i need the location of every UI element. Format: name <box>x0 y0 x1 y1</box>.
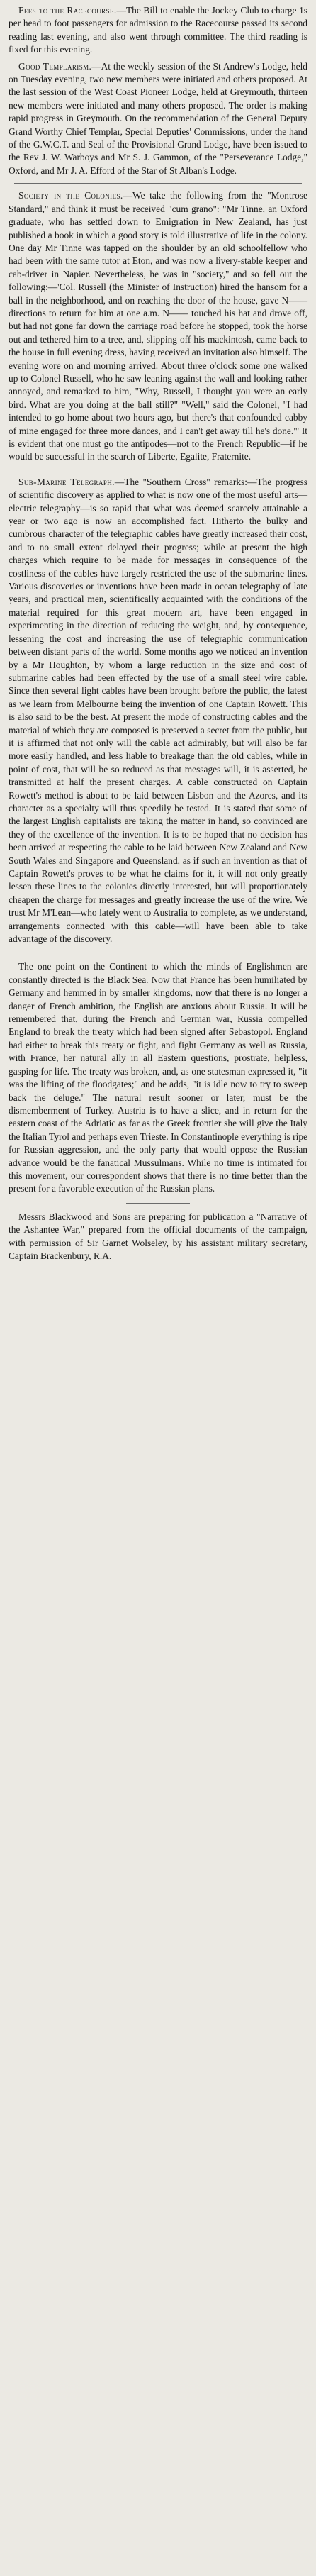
article-society-colonies <box>9 189 307 464</box>
article-heading: Fees to the Racecourse. <box>18 5 117 16</box>
article-heading: Sub-Marine Telegraph. <box>18 476 115 487</box>
article-body: Messrs Blackwood and Sons are preparing for publication a "Narrative of the Ashantee War," prepared from the official documents of the campaign, with permission of Sir Garnet Wolseley, by his assistant military secretary, Captain Brackenbury, R.A. <box>9 1211 307 1261</box>
article-good-templarism <box>9 60 307 178</box>
article-black-sea <box>9 960 307 1195</box>
article-body: —The Bill to enable the Jockey Club to charge 1s per head to foot passengers for admission to the Racecourse passed its second reading last evening, and also went through committee. The third reading is fixed for this evening. <box>9 5 307 55</box>
article-body: The one point on the Continent to which the minds of Englishmen are constantly directed is the Black Sea. Now that France has been humiliated by Germany and hemmed in by smaller kingdoms, now that there is no longer a danger of French ambition, the English are anxious about Russia. It will be remembered that, during the French and German war, Russia compelled England to break the treaty which had been signed after Sebastopol. England had either to break this treaty or fight, and fight Germany as well as Russia, with France, her natural ally in all Eastern questions, prostrate, helpless, gasping for life. The treaty was broken, and, as one statesman expressed it, "it was the lifting of the floodgates;" and he adds, "it is idle now to try to sweep back the deluge." The natural result sooner or later, must be the dismemberment of Turkey. Austria is to have a slice, and in return for the eastern coast of the Adriatic as far as the Greek frontier she will give the Italy the Italian Tyrol and perhaps even Trieste. In Constantinople everything is ripe for Russian aggression, and the only party that would oppose the Russian advance would be the fanatical Mussulmans. While no time is intimated for this movement, our correspondent shows that there is no time better than the present for a favorable execution of the Russian plans. <box>9 961 307 1194</box>
article-body: —At the weekly session of the St Andrew's Lodge, held on Tuesday evening, two new members were initiated and others proposed. At the last session of the West Coast Pioneer Lodge, held at Greymouth, thirteen new members were initiated and many others proposed. The order is making rapid progress in Greymouth. On the recommendation of the General Deputy Grand Worthy Chief Templar, Special Deputies' Commissions, under the hand of the G.W.C.T. and Seal of the Provisional Grand Lodge, have been issued to the Rev J. W. Warboys and Mr S. J. Gammon, of the "Perseverance Lodge," Oxford, and Mr J. A. Efford of the Star of St Alban's Lodge. <box>9 60 307 176</box>
column-rule <box>14 183 302 184</box>
article-heading: Society in the Colonies. <box>18 190 123 201</box>
article-ashantee-war <box>9 1211 307 1263</box>
article-submarine-telegraph <box>9 476 307 946</box>
article-racecourse-fees <box>9 4 307 57</box>
article-body: —The "Southern Cross" remarks:—The progress of scientific discovery as applied to what is now one of the most useful arts—electric telegraphy—is so rapid that what was deemed scarcely attainable a year or two ago is now an accomplished fact. Hitherto the bulky and cumbrous character of the telegraphic cables have greatly increased their cost, and to no small extent delayed their progress; while at present the high charges which require to be made for messages in consequence of the costliness of the cables have largely restricted the use of the submarine lines. Various discoveries or inventions have been made in ocean telegraphy of late years, and practical men, scientifically acquainted with the conditions of the material required for this great modern art, have been engaged in experimenting in the direction of reducing the weight, and, by consequence, lessening the cost and increasing the use of telegraphic communication between distant parts of the world. Some months ago we noticed an invention by a Mr Houghton, by whom a large reduction in the size and cost of submarine cables had been effected by the use of a small steel wire cable. Since then several light cables have been brought before the public, the latest as we learn from Melbourne being the invention of one Captain Rowett. This is also said to be the best. At present the mode of constructing cables and the material of which they are composed is preserved a secret from the public, but it is affirmed that not only will the cable act admirably, but will also be far more easily handled, and less liable to breakage than the old cables, while in point of cost, that will be so reduced as that messages will, it is asserted, be transmitted at half the present charges. A cable constructed on Captain Rowett's method is about to be laid between Lisbon and the Azores, and its character as a specialty will thus speedily be tested. It is stated that some of the largest English capitalists are taking the matter in hand, so convinced are they of the excellence of the invention. It is to be hoped that no decision has been arrived at respecting the cable to be laid between New Zealand and New South Wales and Singapore and Queensland, as if such an invention as that of Captain Rowett's proves to be what he claims for it, it will not only greatly lessen these lines to the colonies directly interested, but will proportionately cheapen the charge for messages and greatly increase the use of the wire. We trust Mr M'Lean—who lately went to Australia to complete, as we understand, arrangements connected with this cable—will have been able to take advantage of the discovery. <box>9 476 307 945</box>
section-divider <box>126 1203 190 1204</box>
article-body: —We take the following from the "Montrose Standard," and think it must be received "cum grano": "Mr Tinne, an Oxford graduate, who has settled down to Emigration in New Zealand, has just published a book in which a good story is told illustrative of life in the colony. One day Mr Tinne was tapped on the shoulder by an old schoolfellow who had been with the same tutor at Eton, and was now a livery-stable keeper and cab-driver in Napier. Nevertheless, he was in "society," and so fell out the following:—'Col. Russell (the Minister of Instruction) hired the hansom for a ball in the neighborhood, and on reaching the door of the house, gave N—— directions to return for him at one a.m. N—— touched his hat and drove off, but had not gone far down the carriage road before he stopped, took the horse out and tethered him to a tree, and, slipping off his mackintosh, came back to the house in full evening dress, having received an invitation also himself. The evening wore on and morning arrived. About three o'clock some one walked up to Colonel Russell, who he saw leaning against the wall and looking rather annoyed, and remarked to him, "Why, Russell, I thought you were an early bird. What are you doing at the ball still?" "Well," said the Colonel, "I had intended to go home about two hours ago, but there's that confounded cabby of mine engaged for three more dances, and I can't get away till he's done."' It is evident that one must go the antipodes—not to the French Republic—if he would be successful in the search of Liberte, Egalite, Fraternite. <box>9 190 307 462</box>
article-heading: Good Templarism. <box>18 60 92 72</box>
